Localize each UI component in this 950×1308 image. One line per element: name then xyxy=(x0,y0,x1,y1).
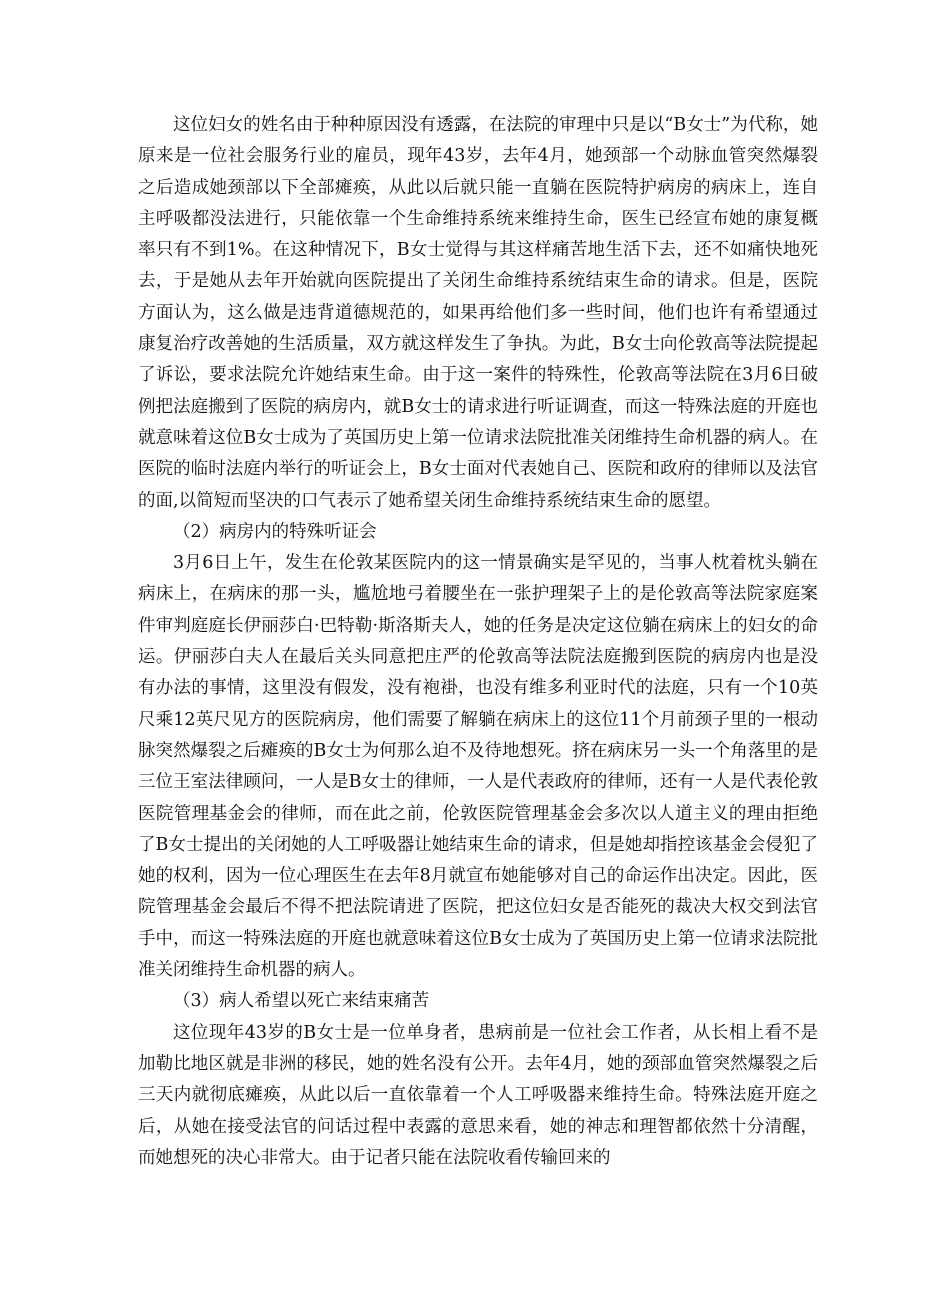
section-heading-2: （2）病房内的特殊听证会 xyxy=(173,521,377,542)
article-body xyxy=(138,110,818,1174)
section-heading-3: （3）病人希望以死亡来结束痛苦 xyxy=(173,991,430,1012)
paragraph-3: 这位现年43岁的B女士是一位单身者，患病前是一位社会工作者，从长相上看不是加勒比地区就是非洲的移民，她的姓名没有公开。去年4月，她的颈部血管突然爆裂之后三天内就彻底瘫痪，从此以后一直依靠着一个人工呼吸器来维持生命。特殊法庭开庭之后，从她在接受法官的问话过程中表露的意思来看，她的神志和理智都依然十分清醒，而她想死的决心非常大。由于记者只能在法院收看传输回来的 xyxy=(138,1022,818,1168)
paragraph-2: 3月6日上午，发生在伦敦某医院内的这一情景确实是罕见的，当事人枕着枕头躺在病床上，在病床的那一头，尴尬地弓着腰坐在一张护理架子上的是伦敦高等法院家庭案件审判庭庭长伊丽莎白·巴特勒·斯洛斯夫人，她的任务是决定这位躺在病床上的妇女的命运。伊丽莎白夫人在最后关头同意把庄严的伦敦高等法院法庭搬到医院的病房内也是没有办法的事情，这里没有假发，没有袍褂，也没有维多利亚时代的法庭，只有一个10英尺乘12英尺见方的医院病房，他们需要了解躺在病床上的这位11个月前颈子里的一根动脉突然爆裂之后瘫痪的B女士为何那么迫不及待地想死。挤在病床另一头一个角落里的是三位王室法律顾问，一人是B女士的律师，一人是代表政府的律师，还有一人是代表伦敦医院管理基金会的律师，而在此之前，伦敦医院管理基金会多次以人道主义的理由拒绝了B女士提出的关闭她的人工呼吸器让她结束生命的请求，但是她却指控该基金会侵犯了她的权利，因为一位心理医生在去年8月就宣布她能够对自己的命运作出决定。因此，医院管理基金会最后不得不把法院请进了医院，把这位妇女是否能死的裁决大权交到法官手中，而这一特殊法庭的开庭也就意味着这位B女士成为了英国历史上第一位请求法院批准关闭维持生命机器的病人。 xyxy=(138,553,818,981)
paragraph-1: 这位妇女的姓名由于种种原因没有透露，在法院的审理中只是以“B女士”为代称，她原来是一位社会服务行业的雇员，现年43岁，去年4月，她颈部一个动脉血管突然爆裂之后造成她颈部以下全部瘫痪，从此以后就只能一直躺在医院特护病房的病床上，连自主呼吸都没法进行，只能依靠一个生命维持系统来维持生命，医生已经宣布她的康复概率只有不到1%。在这种情况下，B女士觉得与其这样痛苦地生活下去，还不如痛快地死去，于是她从去年开始就向医院提出了关闭生命维持系统结束生命的请求。但是，医院方面认为，这么做是违背道德规范的，如果再给他们多一些时间，他们也许有希望通过康复治疗改善她的生活质量，双方就这样发生了争执。为此，B女士向伦敦高等法院提起了诉讼，要求法院允许她结束生命。由于这一案件的特殊性，伦敦高等法院在3月6日破例把法庭搬到了医院的病房内，就B女士的请求进行听证调查，而这一特殊法庭的开庭也就意味着这位B女士成为了英国历史上第一位请求法院批准关闭维持生命机器的病人。在医院的临时法庭内举行的听证会上，B女士面对代表她自己、医院和政府的律师以及法官的面,以简短而坚决的口气表示了她希望关闭生命维持系统结束生命的愿望。 xyxy=(138,115,818,511)
